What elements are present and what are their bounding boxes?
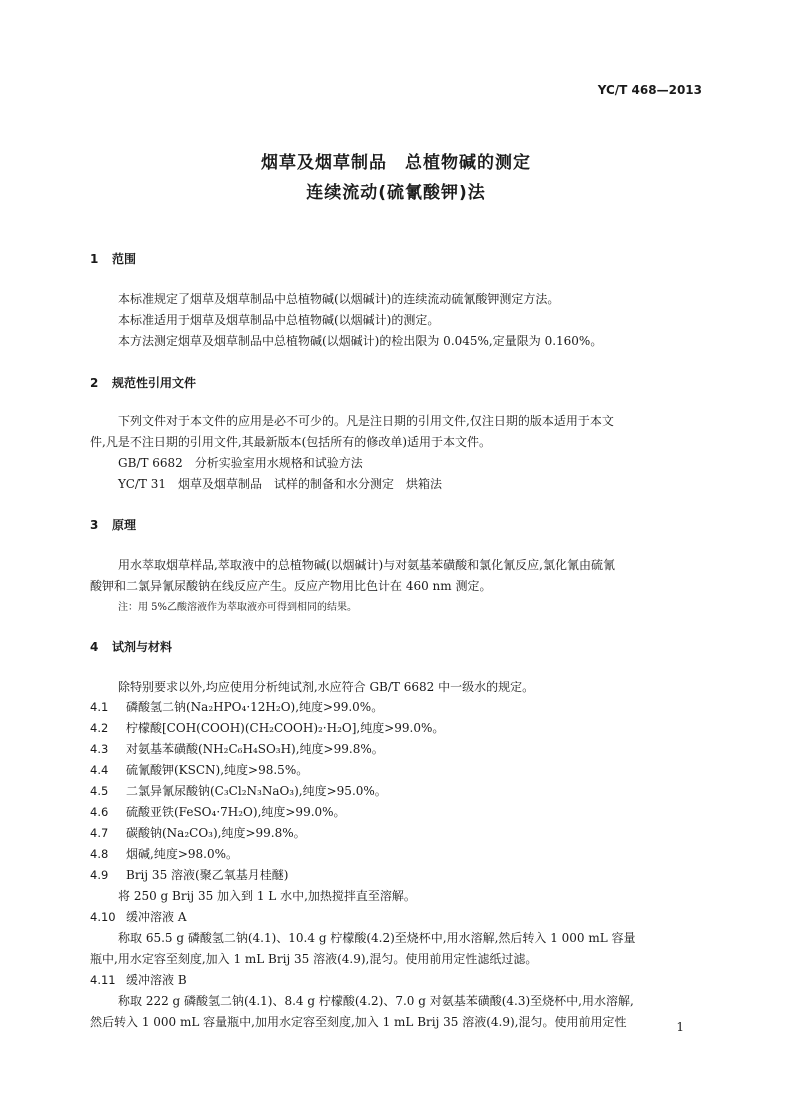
section-number: 2 (90, 376, 99, 390)
item-number: 4.9 (90, 868, 109, 882)
item-text: 二氯异氰尿酸钠(C₃Cl₂N₃NaO₃),纯度>95.0%。 (126, 784, 387, 798)
section-number: 4 (90, 640, 99, 654)
list-item (90, 740, 384, 757)
item-number: 4.8 (90, 847, 109, 861)
paragraph: 称取 65.5 g 磷酸氢二钠(4.1)、10.4 g 柠檬酸(4.2)至烧杯中,用水溶解,然后转入 1 000 mL 容量 (118, 931, 636, 945)
item-text: 碳酸钠(Na₂CO₃),纯度>99.8%。 (126, 826, 306, 840)
item-text: 烟碱,纯度>98.0%。 (126, 847, 238, 861)
item-text: 缓冲溶液 A (126, 910, 187, 924)
paragraph: 瓶中,用水定容至刻度,加入 1 mL Brij 35 溶液(4.9),混匀。使用前用定性滤纸过滤。 (90, 952, 538, 966)
item-text: 磷酸氢二钠(Na₂HPO₄·12H₂O),纯度>99.0%。 (126, 700, 384, 714)
item-text: 缓冲溶液 B (126, 973, 187, 987)
item-number: 4.4 (90, 763, 109, 777)
list-item (90, 908, 186, 925)
item-number: 4.1 (90, 700, 109, 714)
item-number: 4.10 (90, 910, 116, 924)
section-title: 规范性引用文件 (112, 376, 197, 390)
item-text: Brij 35 溶液(聚乙氧基月桂醚) (126, 868, 289, 882)
section-title: 范围 (112, 252, 137, 266)
list-item (90, 782, 387, 799)
paragraph: 将 250 g Brij 35 加入到 1 L 水中,加热搅拌直至溶解。 (118, 889, 416, 903)
normative-reference: GB/T 6682 分析实验室用水规格和试验方法 (118, 456, 363, 470)
paragraph: 除特别要求以外,均应使用分析纯试剂,水应符合 GB/T 6682 中一级水的规定。 (118, 680, 535, 694)
list-item (90, 824, 306, 841)
paragraph: 本标准规定了烟草及烟草制品中总植物碱(以烟碱计)的连续流动硫氰酸钾测定方法。 (118, 292, 560, 306)
item-number: 4.2 (90, 721, 109, 735)
section-title: 原理 (112, 518, 137, 532)
section-number: 1 (90, 252, 99, 266)
note: 注：用 5%乙酸溶液作为萃取液亦可得到相同的结果。 (118, 602, 358, 613)
item-number: 4.7 (90, 826, 109, 840)
document-title-line2: 连续流动(硫氰酸钾)法 (306, 183, 486, 203)
item-number: 4.5 (90, 784, 109, 798)
standard-number: YC/T 468—2013 (597, 83, 702, 97)
normative-reference: YC/T 31 烟草及烟草制品 试样的制备和水分测定 烘箱法 (118, 477, 443, 491)
list-item (90, 803, 346, 820)
section-2-heading (90, 374, 196, 391)
list-item (90, 698, 383, 715)
list-item (90, 971, 187, 988)
section-3-heading (90, 516, 136, 533)
paragraph: 用水萃取烟草样品,萃取液中的总植物碱(以烟碱计)与对氨基苯磺酸和氯化氰反应,氯化氰由硫氰 (118, 558, 615, 572)
section-4-heading (90, 638, 172, 655)
paragraph: 件,凡是不注日期的引用文件,其最新版本(包括所有的修改单)适用于本文件。 (90, 435, 491, 449)
page-number: 1 (676, 1020, 684, 1034)
list-item (90, 866, 288, 883)
paragraph: 称取 222 g 磷酸氢二钠(4.1)、8.4 g 柠檬酸(4.2)、7.0 g 对氨基苯磺酸(4.3)至烧杯中,用水溶解, (118, 994, 634, 1008)
section-number: 3 (90, 518, 99, 532)
item-number: 4.6 (90, 805, 109, 819)
item-number: 4.3 (90, 742, 109, 756)
paragraph: 本方法测定烟草及烟草制品中总植物碱(以烟碱计)的检出限为 0.045%,定量限为 0.160%。 (118, 334, 603, 348)
paragraph: 下列文件对于本文件的应用是必不可少的。凡是注日期的引用文件,仅注日期的版本适用于本文 (118, 414, 614, 428)
item-text: 对氨基苯磺酸(NH₂C₆H₄SO₃H),纯度>99.8%。 (126, 742, 384, 756)
list-item (90, 719, 444, 736)
paragraph: 然后转入 1 000 mL 容量瓶中,加用水定容至刻度,加入 1 mL Brij 35 溶液(4.9),混匀。使用前用定性 (90, 1015, 627, 1029)
section-title: 试剂与材料 (112, 640, 173, 654)
paragraph: 本标准适用于烟草及烟草制品中总植物碱(以烟碱计)的测定。 (118, 313, 440, 327)
item-number: 4.11 (90, 973, 116, 987)
section-1-heading (90, 250, 136, 267)
item-text: 柠檬酸[COH(COOH)(CH₂COOH)₂·H₂O],纯度>99.0%。 (126, 721, 445, 735)
paragraph: 酸钾和二氯异氰尿酸钠在线反应产生。反应产物用比色计在 460 nm 测定。 (90, 579, 492, 593)
list-item (90, 761, 308, 778)
item-text: 硫酸亚铁(FeSO₄·7H₂O),纯度>99.0%。 (126, 805, 346, 819)
item-text: 硫氰酸钾(KSCN),纯度>98.5%。 (126, 763, 309, 777)
document-title-line1: 烟草及烟草制品 总植物碱的测定 (261, 153, 531, 173)
list-item (90, 845, 238, 862)
